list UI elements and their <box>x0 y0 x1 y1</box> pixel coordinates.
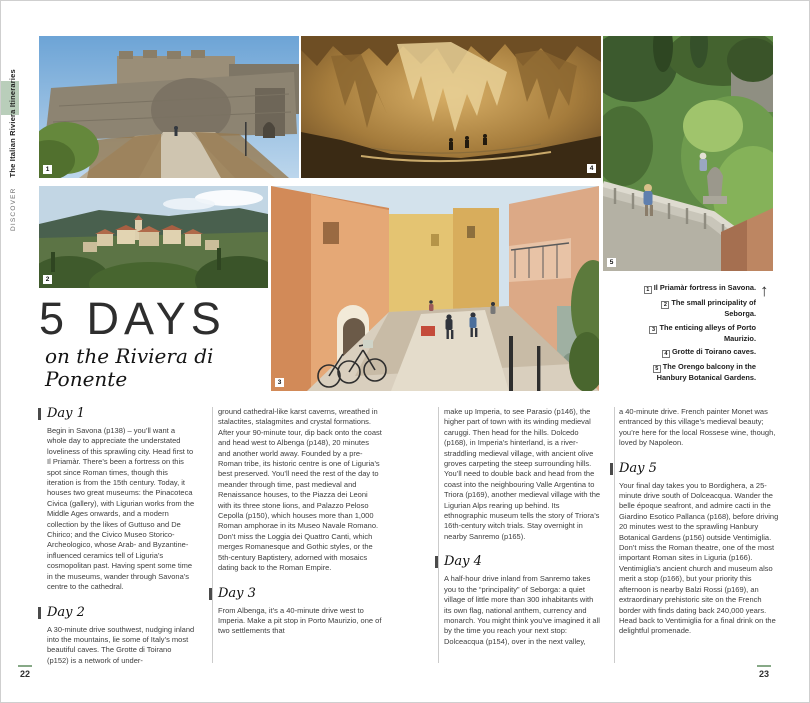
day-2-heading <box>47 606 195 620</box>
day-heading-bar <box>38 408 41 420</box>
fortress-photo <box>39 36 299 178</box>
page-number-text: 23 <box>758 669 769 679</box>
day-2-paragraph-part: A 30-minute drive southwest, nudging inland into the mountains, lie some of Italy’s most beautiful caves. The Grotte di Toirano (p152) is a network of under- <box>47 624 195 665</box>
day-heading-bar <box>209 588 212 600</box>
day-5-heading-text: Day 5 <box>619 460 657 476</box>
caption-item <box>628 283 756 294</box>
spread-subtitle <box>45 345 213 391</box>
day-2-paragraph-continued: ground cathedral-like karst caverns, wreathed in stalactites, stalagmites and crystal formations. After your 90-minute tour, dip back onto the coast and head west to Albenga (p148), 20 minutes and another world away. Founded by a pre-Roman tribe, its historic centre is one of Liguria’s best preserved. You’ll need the rest of the day to meander through time, past medieval and Renaissance houses, to the Piazza dei Leoni with its three stone lions, and Palazzo Peloso Cepolla (p150), which houses more than 1,000 Roman amphorae in its Museo Navale Romano. Don’t miss the Loggia dei Quattro Canti, which merges Romanesque and Gothic styles, or the 5th-century Baptistery, adorned with mosaics dating back to the Roman Empire. <box>218 407 382 573</box>
page-number-rule <box>757 665 771 667</box>
discover-label: DISCOVER <box>10 187 17 231</box>
cave-photo <box>301 36 601 178</box>
caption-number-box: 1 <box>644 286 652 294</box>
figure-number-badge: 1 <box>43 165 52 174</box>
column-rule <box>212 407 213 663</box>
day-3-heading-text: Day 3 <box>218 585 256 601</box>
caption-text: Grotte di Toirano caves. <box>671 347 756 357</box>
caption-number-box: 2 <box>661 301 669 309</box>
day-4-paragraph-part: A half-hour drive inland from Sanremo takes you to the “principality” of Seborga: a quiet village of little more than 300 inhabitants with its own flag, national anthem, currency and monarch. You might think you’ve imagined it all by the time you reach your next stop: Dolceacqua (p154), over in the next valley, <box>444 574 600 646</box>
figure-number-badge: 5 <box>607 258 616 267</box>
day-5-heading <box>619 462 785 476</box>
day-1-heading-text: Day 1 <box>47 406 85 421</box>
caption-item <box>628 298 756 319</box>
fortress-illustration <box>39 36 299 178</box>
day-3-paragraph-continued: make up Imperia, to see Parasio (p146), the higher part of town with its winding medieval caruggi. Then head for the hills. Dolcedo (p168), in Imperia’s hinterland, is a river-straddling medieval village, with ancient olive groves carpeting the steep surrounding hills. You’ll need to double back and head from the coast into the neighbouring Valle Argentina to Triora (p169), another medieval village with the Ligurian Alps rearing up behind. Its ethnographic museum tells the story of Triora’s 16th-century witch trials. Stay overnight in nearby Sanremo (p165). <box>444 407 601 541</box>
day-4-paragraph-continued: a 40-minute drive. French painter Monet was entranced by this village’s medieval beauty; you’re here for the local Rossese wine, though, loved by Napoleon. <box>619 407 776 448</box>
figure-number-badge: 3 <box>275 378 284 387</box>
day-heading-bar <box>435 556 438 568</box>
column-rule <box>614 407 615 663</box>
caption-number-box: 3 <box>649 326 657 334</box>
caption-text: The enticing alleys of Porto Maurizio. <box>659 322 756 343</box>
caption-item <box>628 362 756 383</box>
day-2-heading-text: Day 2 <box>47 604 85 620</box>
day-4-heading-text: Day 4 <box>444 554 482 570</box>
itinerary-column-3 <box>444 407 601 657</box>
subtitle-line-2: Ponente <box>45 367 128 391</box>
day-1-heading <box>47 407 195 421</box>
right-page-number <box>755 665 773 679</box>
cave-illustration <box>301 36 601 178</box>
caption-item <box>628 323 756 344</box>
alley-photo <box>271 186 599 391</box>
day-1-paragraph: Begin in Savona (p138) – you’ll want a whole day to appreciate the understated loveliness of this sprawling city. Head first to Il Priamàr. There’s been a fortress on this spot since Roman times, though this iteration is from the 15th century. Today, it houses two great museums: the Pinacoteca Civica (gallery), with Ligurian works from the Middle Ages onwards, and a modern collection by the likes of Guttuso and De Chirico; and the Civico Museo Storico-Archeologico, whose Arab- and Byzantine-influenced ceramics tell of Liguria’s cosmopolitan past. Having spent some time in the museums, wander through Savona’s centre to the cathedral. <box>47 426 195 592</box>
spread-title: 5 DAYS <box>39 293 226 344</box>
garden-balcony-illustration <box>603 36 773 271</box>
day-4-heading <box>444 555 601 569</box>
day-5-paragraph: Your final day takes you to Bordighera, a 25-minute drive south of Dolceacqua. Wander the belle époque seafront, and admire cacti in the Giardino Esotico Pallanca (p168), before driving 20 minutes west to the sprawling Hanbury Botanical Gardens (p156) outside Ventimiglia. Don’t miss the Roman theatre, one of the most important Roman sites in Liguria (p166). Ventimiglia’s ancient church and museum also merit a stop (p166), but your priority this afternoon is nearby Balzi Rossi (p169), an extraordinary prehistoric site on the French border with finds dating back 240,000 years. Head back to Ventimiglia for a final drink on the delightful promenade. <box>619 480 779 636</box>
figure-number-badge: 4 <box>587 164 596 173</box>
page-number-text: 22 <box>19 669 30 679</box>
caption-number-box: 4 <box>662 350 670 358</box>
garden-balcony-photo <box>603 36 773 271</box>
caption-number-box: 5 <box>653 365 661 373</box>
photo-caption-list <box>628 283 756 387</box>
caption-text: The small principality of Seborga. <box>671 298 756 318</box>
page-number-rule <box>18 665 32 667</box>
caption-text: The Orengo balcony in the Hanbury Botanical Gardens. <box>656 362 756 383</box>
itinerary-column-1 <box>47 407 195 676</box>
subtitle-line-1: on the Riviera di <box>45 344 214 368</box>
village-photo <box>39 186 268 288</box>
day-3-heading <box>218 587 383 601</box>
itinerary-column-2 <box>218 407 383 647</box>
alley-illustration <box>271 186 599 391</box>
chapter-title-label: The Italian Riviera Itineraries <box>8 69 17 178</box>
caption-text: Il Priamàr fortress in Savona. <box>653 283 756 292</box>
day-heading-bar <box>38 607 41 619</box>
village-illustration <box>39 186 268 288</box>
caption-pointer-arrow-icon: ↑ <box>760 281 769 300</box>
figure-number-badge: 2 <box>43 275 52 284</box>
left-page-number <box>16 665 34 679</box>
itinerary-column-4 <box>619 407 785 647</box>
day-3-paragraph-part: From Albenga, it’s a 40-minute drive west to Imperia. Make a pit stop in Porto Maurizio, one of two settlements that <box>218 605 382 636</box>
column-rule <box>438 407 439 663</box>
vertical-chapter-strip <box>8 69 17 231</box>
day-heading-bar <box>610 463 613 475</box>
caption-item <box>628 347 756 358</box>
